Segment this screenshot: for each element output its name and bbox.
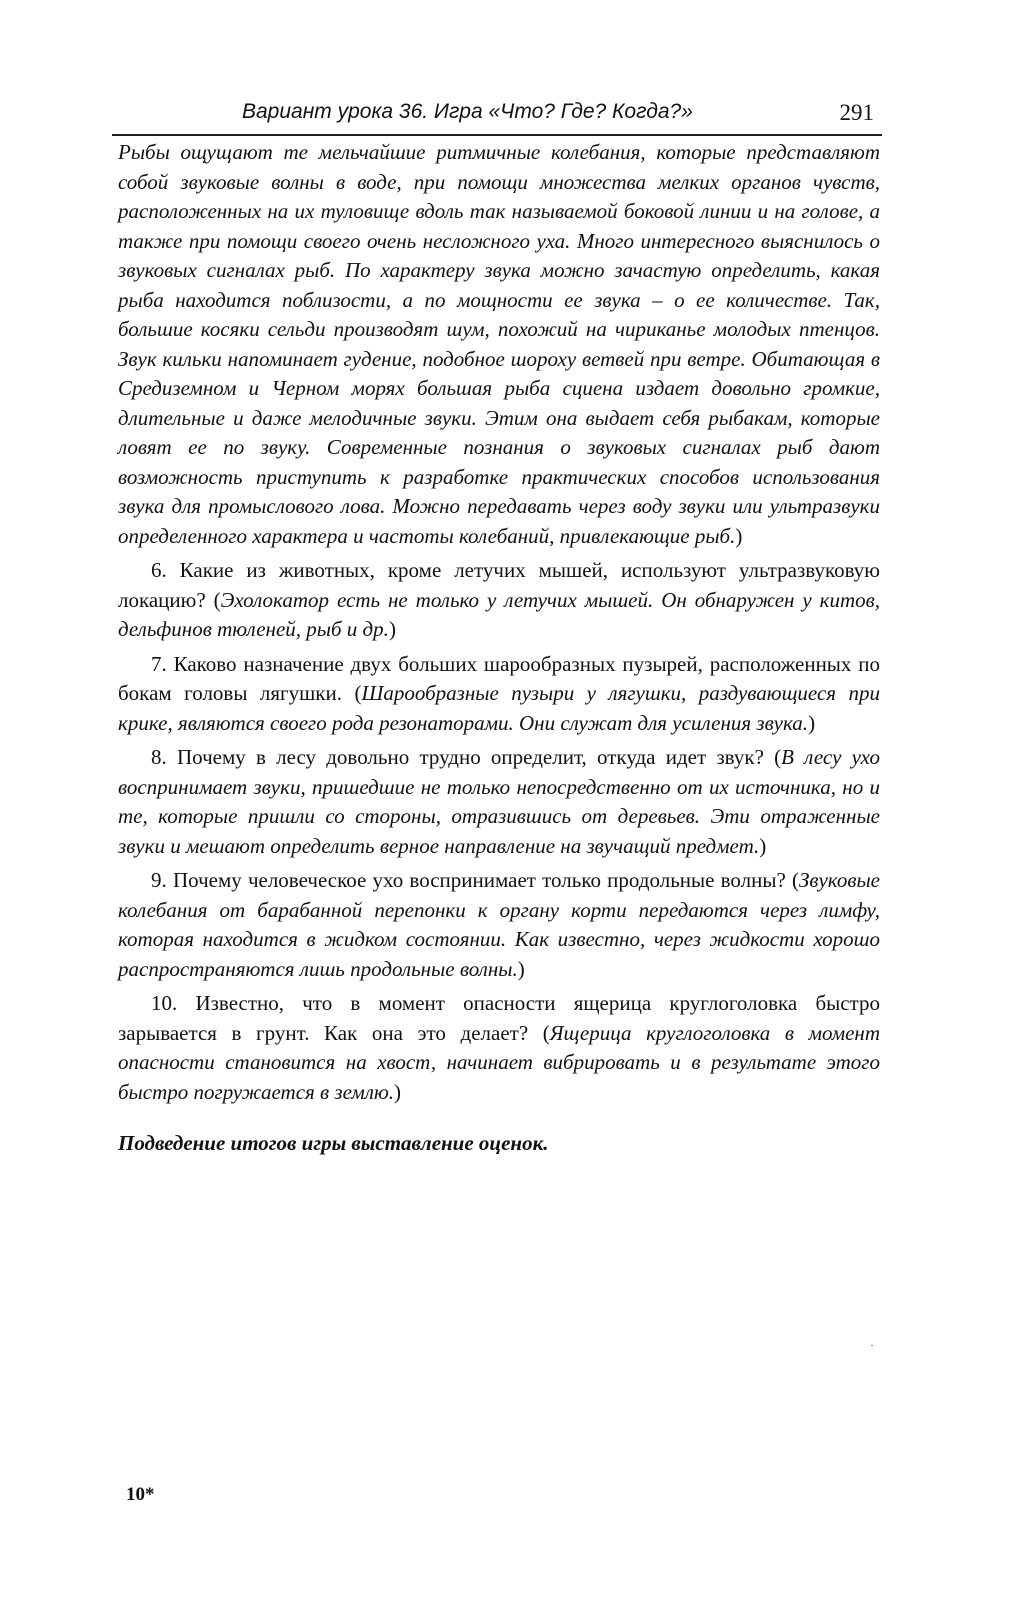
page-number: 291 — [839, 100, 874, 125]
question-text: 6. Какие из животных, кроме летучих мышей, используют ультразвуковую локацию? ( — [118, 558, 880, 612]
running-header — [112, 94, 882, 136]
question-close: ) — [759, 833, 767, 858]
question-text: 8. Почему в лесу довольно трудно определит, откуда идет звук? ( — [151, 745, 782, 769]
question-close: ) — [517, 956, 525, 981]
question-close: ) — [388, 617, 396, 641]
paragraph-fish-sounds — [118, 138, 880, 551]
question-close: ) — [808, 710, 816, 735]
paragraph-close: ) — [735, 523, 743, 548]
question-7 — [118, 650, 880, 739]
question-close: ) — [394, 1079, 402, 1104]
paragraph-answer: Рыбы ощущают те мельчайшие ритмичные колебания, которые представляют собой звуковые волны в воде, при помощи множества мелких органов чувств, расположенных на их туловище вдоль так называемой боковой линии и на голове, а также при помощи своего очень несложного уха. Много интересного выяснилось о звуковых сигналах рыб. По характеру звука можно зачастую определить, какая рыба находится поблизости, а по мощности ее звука – о ее количестве. Так, большие косяки сельди производят шум, похожий на чириканье молодых птенцов. Звук кильки напоминает гудение, подобное шороху ветвей при ветре. Обитающая в Средиземном и Черном морях большая рыба сциена издает довольно громкие, длительные и даже мелодичные звуки. Этим она выдает себя рыбакам, которые ловят ее по звуку. Современные познания о звуковых сигналах рыб дают возможность приступить к разработке практических способов использования звука для промыслового лова. Можно передавать через воду звуки или ультразвуки определенного характера и частоты колебаний, привлекающие рыб. — [118, 140, 880, 548]
question-answer: Звуковые колебания от барабанной перепонки к органу корти передаются через лимфу, которая находится в жидком состоянии. Как известно, через жидкости хорошо распространяются лишь продольные волны. — [118, 868, 880, 981]
question-text: 10. Известно, что в момент опасности ящерица круглоголовка быстро зарывается в грунт. Как она это делает? ( — [118, 991, 880, 1045]
summary-heading: Подведение итогов игры выставление оценок. — [118, 1131, 549, 1155]
question-text: 9. Почему человеческое ухо воспринимает только продольные волны? ( — [151, 868, 799, 892]
question-answer: Эхолокатор есть не только у летучих мышей. Он обнаружен у китов, дельфинов тюленей, рыб и др. — [118, 587, 880, 641]
question-6 — [118, 556, 880, 645]
question-8 — [118, 743, 880, 861]
signature-mark: 10* — [126, 1484, 155, 1505]
scan-speck: · — [870, 1338, 874, 1352]
question-answer: Шарообразные пузыри у лягушки, раздувающиеся при крике, являются своего рода резонаторами. Они служат для усиления звука. — [118, 681, 880, 735]
question-text: 7. Каково назначение двух больших шарообразных пузырей, расположенных по бокам головы лягушки. ( — [118, 651, 880, 705]
question-10 — [118, 989, 880, 1107]
question-answer: В лесу ухо воспринимает звуки, пришедшие не только непосредственно от их источника, но и те, которые пришли со стороны, отразившись от деревьев. Эти отраженные звуки и мешают определить верное направление на звучащий предмет. — [118, 745, 880, 858]
running-head-title: Вариант урока 36. Игра «Что? Где? Когда?» — [242, 100, 693, 123]
question-9 — [118, 866, 880, 984]
question-answer: Ящерица круглоголовка в момент опасности становится на хвост, начинает вибрировать и в результате этого быстро погружается в землю. — [118, 1020, 880, 1104]
page-body — [118, 138, 880, 1164]
